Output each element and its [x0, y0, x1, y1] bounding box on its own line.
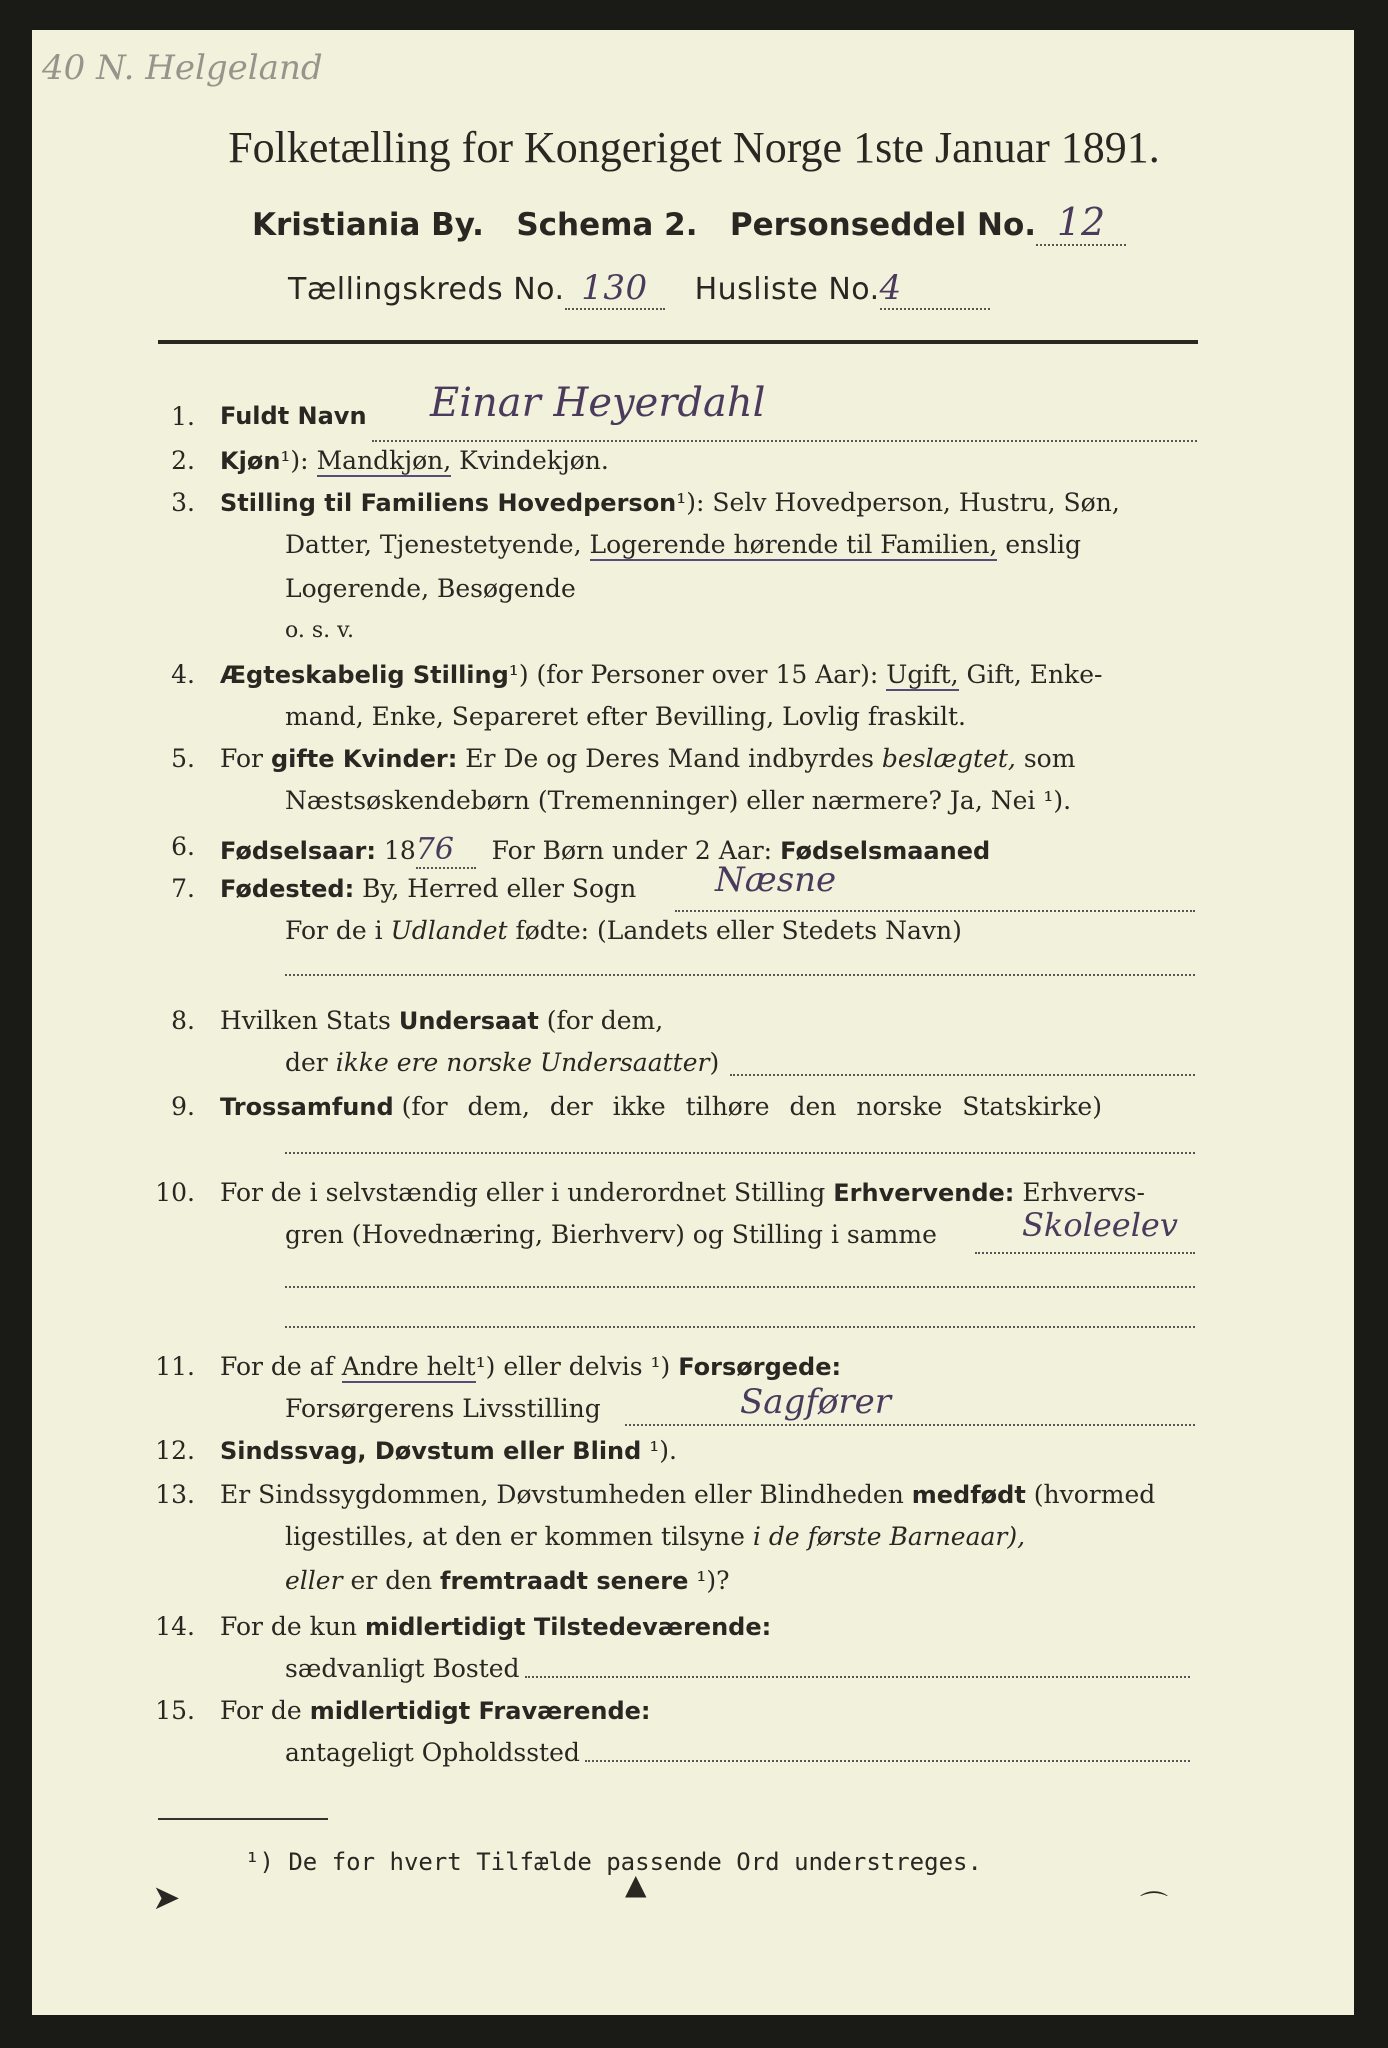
item-7-question: Fødested: — [220, 875, 355, 903]
item-5-text: beslægtet, — [881, 744, 1016, 773]
item-4-selected-option: Ugift, — [886, 660, 959, 689]
item-2 — [0, 446, 1388, 490]
item-10-text: Erhvervs- — [1022, 1178, 1145, 1207]
item-13-text: i de første Barneaar), — [752, 1522, 1026, 1551]
item-14-text: For de kun — [220, 1612, 358, 1641]
item-4-qualifier: ¹) (for Personer over 15 Aar): — [508, 660, 879, 689]
item-number: 3. — [171, 488, 195, 517]
item-13-cont — [0, 1522, 1388, 1566]
item-2-selected-option: Mandkjøn, — [316, 446, 452, 475]
item-10-dotted-line-2 — [285, 1286, 1195, 1288]
item-2-question: Kjøn — [220, 447, 281, 475]
item-1-answer: Einar Heyerdahl — [430, 380, 766, 426]
husliste-number: 4 — [880, 268, 990, 310]
kreds-number: 130 — [565, 268, 665, 310]
item-4-cont — [0, 702, 1388, 746]
form-title: Folketælling for Kongeriget Norge 1ste Januar 1891. — [228, 123, 1160, 172]
item-10-answer: Skoleelev — [1022, 1206, 1178, 1244]
header-divider — [158, 340, 1198, 344]
item-14-question: midlertidigt Tilstedeværende: — [364, 1613, 772, 1641]
item-10-question: Erhvervende: — [833, 1179, 1015, 1207]
item-5-question: gifte Kvinder: — [270, 745, 458, 773]
item-11 — [0, 1352, 1388, 1396]
item-13-text: er den — [350, 1566, 433, 1595]
item-15-dotted-line — [585, 1760, 1190, 1762]
item-number: 15. — [155, 1696, 195, 1725]
item-9-dotted-line — [285, 1152, 1195, 1154]
item-3 — [0, 488, 1388, 532]
item-7-text: By, Herred eller Sogn — [362, 874, 637, 903]
item-number: 2. — [171, 446, 195, 475]
item-3-etc: o. s. v. — [285, 618, 354, 643]
husliste-label: Husliste No. — [694, 272, 880, 307]
header-line-2 — [288, 268, 990, 310]
item-11-selected-option: Andre helt — [341, 1352, 476, 1381]
item-11-text: ¹) eller delvis ¹) — [475, 1352, 671, 1381]
personseddel-label: Personseddel No. — [729, 207, 1037, 243]
item-number: 13. — [155, 1480, 195, 1509]
item-11-answer: Sagfører — [740, 1382, 892, 1422]
personseddel-number: 12 — [1036, 200, 1126, 246]
item-13 — [0, 1480, 1388, 1524]
item-8-cont — [0, 1048, 1388, 1092]
item-6-text: For Børn under 2 Aar: — [491, 836, 773, 865]
item-8-text: Hvilken Stats — [220, 1006, 391, 1035]
item-8-text: ) — [709, 1048, 720, 1077]
item-5-options: Næstsøskendebørn (Tremenninger) eller nærmere? Ja, Nei ¹). — [285, 786, 1072, 815]
item-13-text: ligestilles, at den er kommen tilsyne — [285, 1522, 745, 1551]
item-11-text: For de af — [220, 1352, 334, 1381]
item-3-cont — [0, 530, 1388, 574]
item-4-question: Ægteskabelig Stilling — [220, 661, 509, 689]
item-3-question: Stilling til Familiens Hovedperson — [220, 489, 677, 517]
item-9-question: Trossamfund — [220, 1093, 394, 1121]
item-11-cont — [0, 1382, 1388, 1438]
item-3-cont2 — [0, 574, 1388, 618]
item-8-text: ikke ere norske Undersaatter — [335, 1048, 710, 1077]
item-number: 8. — [171, 1006, 195, 1035]
item-5 — [0, 744, 1388, 788]
item-number: 12. — [155, 1436, 195, 1465]
item-10-dotted-line — [975, 1252, 1195, 1254]
item-13-text: eller — [285, 1566, 343, 1595]
item-4-options: mand, Enke, Separeret efter Bevilling, Lovlig fraskilt. — [285, 702, 966, 731]
footnote: ¹) De for hvert Tilfælde passende Ord understreges. — [245, 1848, 982, 1876]
item-8-text: (for dem, — [546, 1006, 664, 1035]
item-number: 14. — [155, 1612, 195, 1641]
item-6-question: Fødselsaar: — [220, 837, 376, 865]
item-10-dotted-line-3 — [285, 1326, 1195, 1328]
item-7-dotted-line — [675, 910, 1195, 912]
item-13-text: Er Sindssygdommen, Døvstumheden eller Blindheden — [220, 1480, 904, 1509]
item-number: 5. — [171, 744, 195, 773]
item-14-dotted-line — [525, 1676, 1190, 1678]
item-number: 11. — [155, 1352, 195, 1381]
corner-mark-icon: ▲ — [625, 1868, 647, 1901]
item-8-question: Undersaat — [398, 1007, 539, 1035]
item-9 — [0, 1092, 1388, 1136]
corner-handwritten-note: 40 N. Helgeland — [42, 48, 323, 88]
item-number: 1. — [171, 402, 195, 431]
item-number: 9. — [171, 1092, 195, 1121]
item-15-text: For de — [220, 1696, 302, 1725]
item-15 — [0, 1696, 1388, 1740]
item-3-selected-option: Logerende hørende til Familien, — [589, 530, 998, 559]
item-3-option: enslig — [1005, 530, 1082, 559]
item-4-options: Gift, Enke- — [966, 660, 1103, 689]
item-5-text: som — [1023, 744, 1076, 773]
schema-label: Schema 2. — [516, 207, 698, 243]
item-12-question: Sindssvag, Døvstum eller Blind — [220, 1437, 642, 1465]
item-number: 4. — [171, 660, 195, 689]
item-8-text: der — [285, 1048, 328, 1077]
footnote-mark: ¹). — [649, 1436, 677, 1465]
item-11-text: Forsørgerens Livsstilling — [285, 1394, 601, 1423]
item-number: 10. — [155, 1178, 195, 1207]
item-1-question: Fuldt Navn — [220, 402, 367, 430]
footnote-mark: ¹): — [280, 446, 309, 475]
item-15-question: midlertidigt Fraværende: — [309, 1697, 651, 1725]
item-13-cont2 — [0, 1566, 1388, 1610]
item-8 — [0, 1006, 1388, 1050]
item-3-options: ¹): Selv Hovedperson, Hustru, Søn, — [676, 488, 1120, 517]
item-3-options: Logerende, Besøgende — [285, 574, 576, 603]
item-number: 6. — [171, 832, 195, 861]
item-number: 7. — [171, 874, 195, 903]
item-13-text: ¹)? — [696, 1566, 730, 1595]
item-13-question-2: fremtraadt senere — [440, 1567, 689, 1595]
item-11-dotted-line — [625, 1424, 1195, 1426]
item-14 — [0, 1612, 1388, 1656]
item-10 — [0, 1178, 1388, 1222]
item-12 — [0, 1436, 1388, 1480]
item-7-answer: Næsne — [715, 860, 837, 900]
item-8-dotted-line — [730, 1074, 1195, 1076]
item-5-cont — [0, 786, 1388, 830]
corner-mark-icon: ⌒ — [1140, 1889, 1169, 1922]
item-9-text: (for dem, der ikke tilhøre den norske Statskirke) — [401, 1092, 1102, 1121]
item-6-century: 18 — [383, 836, 416, 865]
item-5-text: For — [220, 744, 263, 773]
item-14-text: sædvanligt Bosted — [285, 1654, 520, 1683]
item-13-text: (hvormed — [1033, 1480, 1156, 1509]
corner-mark-icon: ➤ — [152, 1878, 181, 1918]
item-5-text: Er De og Deres Mand indbyrdes — [465, 744, 874, 773]
kreds-label: Tællingskreds No. — [288, 272, 565, 307]
footnote-divider — [158, 1818, 328, 1820]
item-7-dotted-line-2 — [285, 974, 1195, 976]
item-3-options: Datter, Tjenestetyende, — [285, 530, 582, 559]
item-6-question-2: Fødselsmaaned — [780, 837, 991, 865]
item-7-text: For de i — [285, 916, 383, 945]
item-3-cont3 — [0, 618, 1388, 662]
item-1-dotted-line — [372, 440, 1197, 442]
item-7-text: fødte: (Landets eller Stedets Navn) — [515, 916, 962, 945]
item-7-text: Udlandet — [390, 916, 508, 945]
item-15-text: antageligt Opholdssted — [285, 1738, 580, 1767]
item-6-answer: 76 — [416, 832, 476, 869]
item-11-question: Forsørgede: — [678, 1353, 842, 1381]
item-10-text: For de i selvstændig eller i underordnet Stilling — [220, 1178, 826, 1207]
item-4 — [0, 660, 1388, 704]
item-6 — [0, 832, 1388, 876]
city-label: Kristiania By. — [252, 207, 484, 243]
item-10-text: gren (Hovednæring, Bierhverv) og Stilling i samme — [285, 1220, 937, 1249]
item-10-cont — [0, 1206, 1388, 1264]
item-13-question: medfødt — [911, 1481, 1026, 1509]
header-line-1 — [252, 200, 1126, 246]
item-2-option: Kvindekjøn. — [459, 446, 609, 475]
item-7-cont — [0, 916, 1388, 960]
